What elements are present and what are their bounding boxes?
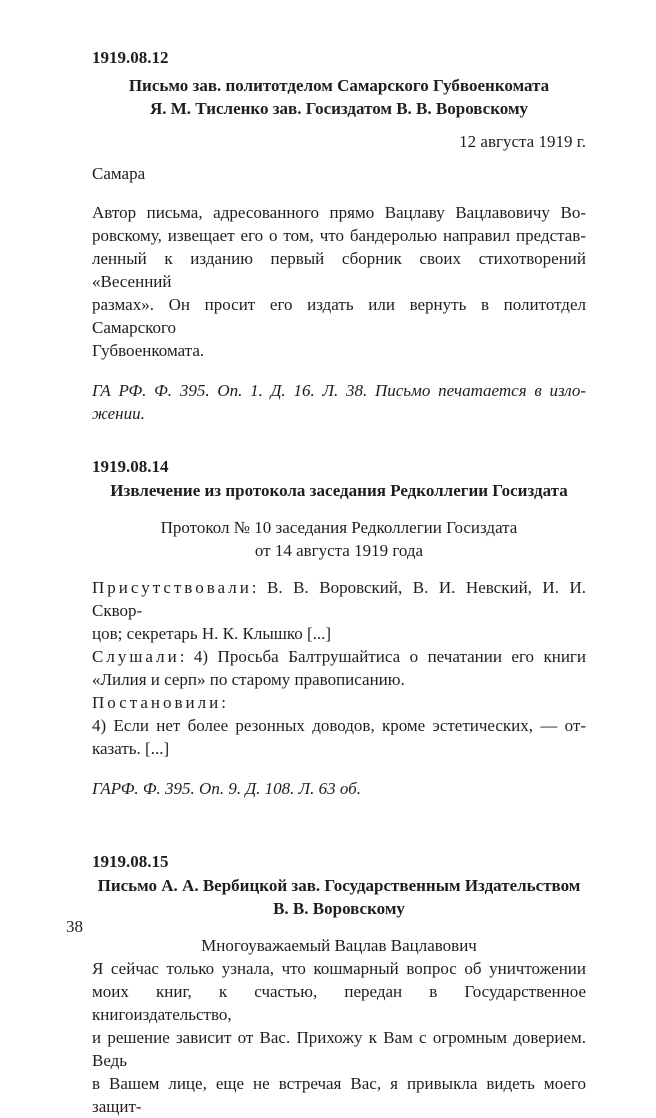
doc3-body-line-2: моих книг, к счастью, передан в Государственное книгоиздательство,: [92, 982, 586, 1024]
doc3-body-line-1: Я сейчас только узнала, что кошмарный вопрос об уничтожении: [92, 959, 586, 978]
doc1-body-line-2: ровскому, извещает его о том, что бандеролью направил представ-: [92, 226, 586, 245]
doc1-place: Самара: [92, 164, 146, 183]
doc2-heard-line-1: [92, 645, 586, 668]
document-1919-08-14: [92, 455, 586, 800]
doc2-heard-line-2: «Лилия и серп» по старому правописанию.: [92, 670, 405, 689]
doc2-title: Извлечение из протокола заседания Редколлегии Госиздата: [110, 481, 568, 500]
doc1-body-line-3: ленный к изданию первый сборник своих стихотворений «Весенний: [92, 249, 586, 291]
doc1-body-line-1: Автор письма, адресованного прямо Вацлаву Вацлавовичу Во-: [92, 203, 586, 222]
doc3-body-line-4: в Вашем лице, еще не встречая Вас, я привыкла видеть моего защит-: [92, 1074, 586, 1116]
doc2-protocol-line-2: от 14 августа 1919 года: [254, 541, 424, 560]
doc2-resolved-label: Постановили: [92, 693, 222, 712]
doc2-resolved-line-1: 4) Если нет более резонных доводов, кроме эстетических, — от-: [92, 716, 586, 735]
page-content: [92, 46, 586, 1118]
doc1-source-line-1: ГА РФ. Ф. 395. Оп. 1. Д. 16. Л. 38. Письмо печатается в изло-: [92, 381, 586, 400]
doc2-heard-text: : 4) Просьба Балтрушайтиса о печатании его книги: [179, 647, 586, 666]
doc2-resolved-line-2: казать. [...]: [92, 739, 170, 758]
page-number: 38: [66, 917, 83, 936]
doc2-date: 1919.08.14: [92, 457, 169, 476]
doc1-title-line-2: Я. М. Тисленко зав. Госиздатом В. В. Воровскому: [149, 99, 529, 118]
doc2-present-line-1: [92, 576, 586, 622]
doc2-heard: [92, 645, 586, 691]
doc1-title-line-1: Письмо зав. политотделом Самарского Губвоенкомата: [128, 76, 550, 95]
doc2-present: [92, 576, 586, 645]
doc2-present-names: : В. В. Воровский, В. И. Невский, И. И. Сквор-: [92, 578, 586, 620]
doc2-heard-label: Слушали: [92, 647, 180, 666]
doc3-salutation: Многоуважаемый Вацлав Вацлавович: [201, 936, 477, 955]
doc2-protocol-line-1: Протокол № 10 заседания Редколлегии Госиздата: [160, 518, 518, 537]
doc1-source: [92, 379, 586, 425]
doc2-present-label: Присутствовали: [92, 578, 252, 597]
doc2-resolved-heading: [92, 691, 586, 714]
doc3-body-line-3: и решение зависит от Вас. Прихожу к Вам с огромным доверием. Ведь: [92, 1028, 586, 1070]
document-1919-08-12: [92, 46, 586, 425]
doc2-source: ГАРФ. Ф. 395. Оп. 9. Д. 108. Л. 63 об.: [92, 779, 361, 798]
doc1-date: 1919.08.12: [92, 48, 169, 67]
doc1-body-line-5: Губвоенкомата.: [92, 341, 205, 360]
doc3-title-line-1: Письмо А. А. Вербицкой зав. Государственным Издательством: [97, 876, 581, 895]
doc1-title: [92, 74, 586, 120]
doc1-doc-date: 12 августа 1919 г.: [459, 132, 586, 151]
doc3-title-line-2: В. В. Воровскому: [273, 899, 405, 918]
doc1-body: [92, 201, 586, 362]
doc1-body-line-4: размах». Он просит его издать или вернуть в политотдел Самарского: [92, 295, 586, 337]
doc2-resolved: [92, 691, 586, 760]
doc2-present-line-2: цов; секретарь Н. К. Клышко [...]: [92, 624, 332, 643]
doc3-body: [92, 957, 586, 1118]
document-1919-08-15: [92, 850, 586, 1118]
doc2-protocol: [92, 516, 586, 562]
doc3-title: [92, 874, 586, 920]
doc3-date: 1919.08.15: [92, 852, 169, 871]
doc1-source-line-2: жении.: [92, 404, 145, 423]
doc2-resolved-colon: :: [221, 693, 226, 712]
